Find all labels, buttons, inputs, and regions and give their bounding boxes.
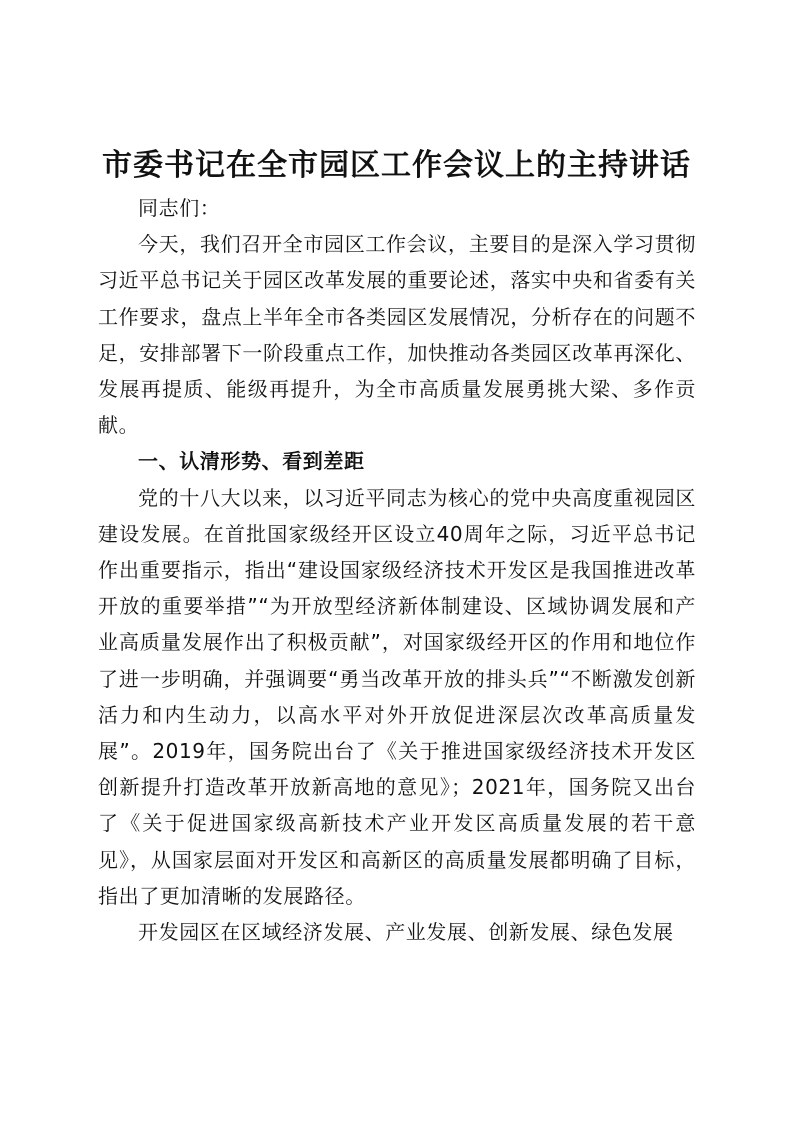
- paragraph-intro: 今天，我们召开全市园区工作会议，主要目的是深入学习贯彻习近平总书记关于园区改革发展的重要论述，落实中央和省委有关工作要求，盘点上半年全市各类园区发展情况，分析存在的问题不足，安排部署下一阶段重点工作，加快推动各类园区改革再深化、发展再提质、能级再提升，为全市高质量发展勇挑大梁、多作贡献。: [98, 232, 696, 438]
- document-body: [98, 190, 696, 950]
- salutation: 同志们：: [138, 196, 221, 220]
- section-heading: 一、认清形势、看到差距: [138, 449, 365, 474]
- document-title: 市委书记在全市园区工作会议上的主持讲话: [102, 148, 691, 183]
- paragraph-continued: 开发园区在区域经济发展、产业发展、创新发展、绿色发展: [138, 920, 674, 945]
- paragraph-background: 党的十八大以来，以习近平同志为核心的党中央高度重视园区建设发展。在首批国家级经开区设立40周年之际，习近平总书记作出重要指示，指出“建设国家级经济技术开发区是我国推进改革开放的重要举措”“为开放型经济新体制建设、区域协调发展和产业高质量发展作出了积极贡献”，对国家级经开区的作用和地位作了进一步明确，并强调要“勇当改革开放的排头兵”“不断激发创新活力和内生动力，以高水平对外开放促进深层次改革高质量发展”。2019年，国务院出台了《关于推进国家级经济技术开发区创新提升打造改革开放新高地的意见》；2021年，国务院又出台了《关于促进国家级高新技术产业开发区高质量发展的若干意见》，从国家层面对开发区和高新区的高质量发展都明确了目标，指出了更加清晰的发展路径。: [98, 485, 696, 908]
